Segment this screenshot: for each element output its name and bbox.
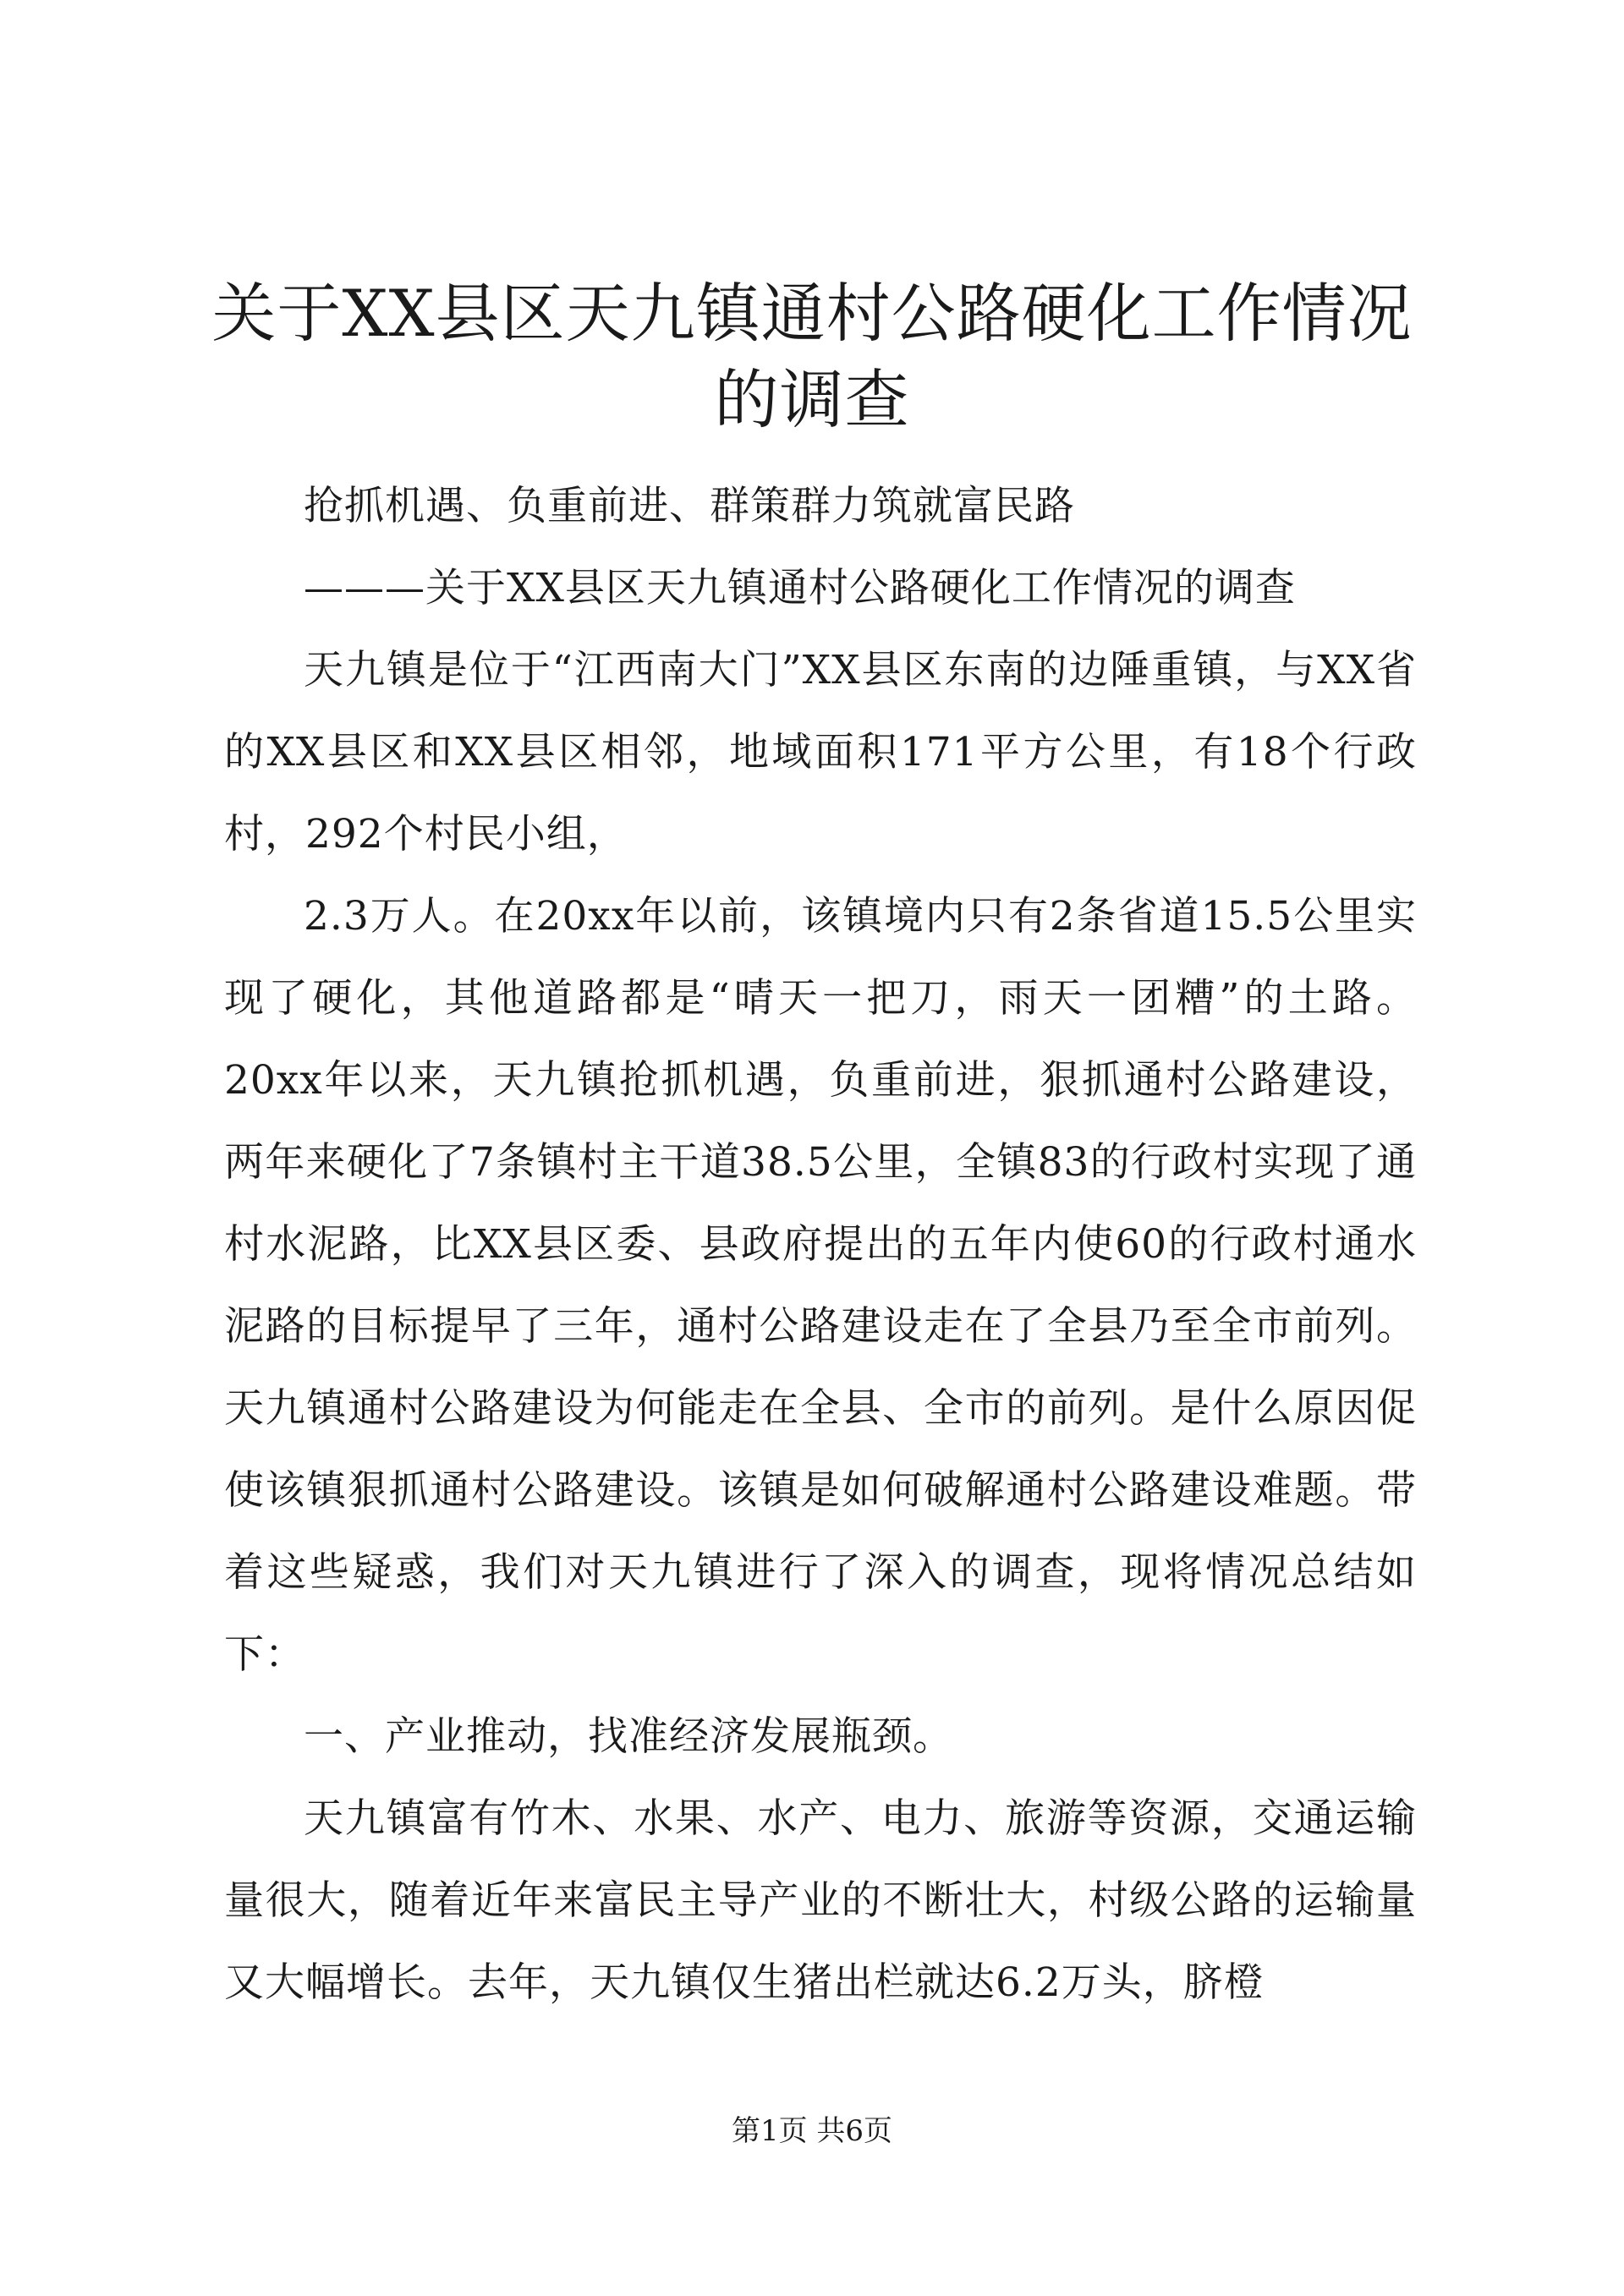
subtitle-dash-line: ———关于XX县区天九镇通村公路硬化工作情况的调查 <box>304 565 1296 611</box>
section-heading-1: 一、产业推动，找准经济发展瓶颈。 <box>304 1713 953 1760</box>
paragraph-industry: 天九镇富有竹木、水果、水产、电力、旅游等资源，交通运输量很大，随着近年来富民主导产业的不断壮大，村级公路的运输量又大幅增长。去年，天九镇仅生猪出栏就达6.2万头，脐橙 <box>224 1795 1417 2006</box>
subtitle-line: 抢抓机遇、负重前进、群策群力筑就富民路 <box>304 483 1075 529</box>
document-body <box>224 465 1417 2024</box>
page-footer: 第1页 共6页 <box>731 2114 893 2148</box>
paragraph-intro: 天九镇是位于“江西南大门”XX县区东南的边陲重镇，与XX省的XX县区和XX县区相邻，地域面积171平方公里，有18个行政村，292个村民小组， <box>224 647 1417 858</box>
paragraph-background: 2.3万人。在20xx年以前，该镇境内只有2条省道15.5公里实现了硬化，其他道路都是“晴天一把刀，雨天一团糟”的土路。20xx年以来，天九镇抢抓机遇，负重前进，狠抓通村公路建设，两年来硬化了7条镇村主干道38.5公里，全镇83的行政村实现了通村水泥路，比XX县区委、县政府提出的五年内使60的行政村通水泥路的目标提早了三年，通村公路建设走在了全县乃至全市前列。天九镇通村公路建设为何能走在全县、全市的前列。是什么原因促使该镇狠抓通村公路建设。该镇是如何破解通村公路建设难题。带着这些疑惑，我们对天九镇进行了深入的调查，现将情况总结如下： <box>224 893 1417 1678</box>
document-title: 关于XX县区天九镇通村公路硬化工作情况的调查 <box>211 276 1413 437</box>
